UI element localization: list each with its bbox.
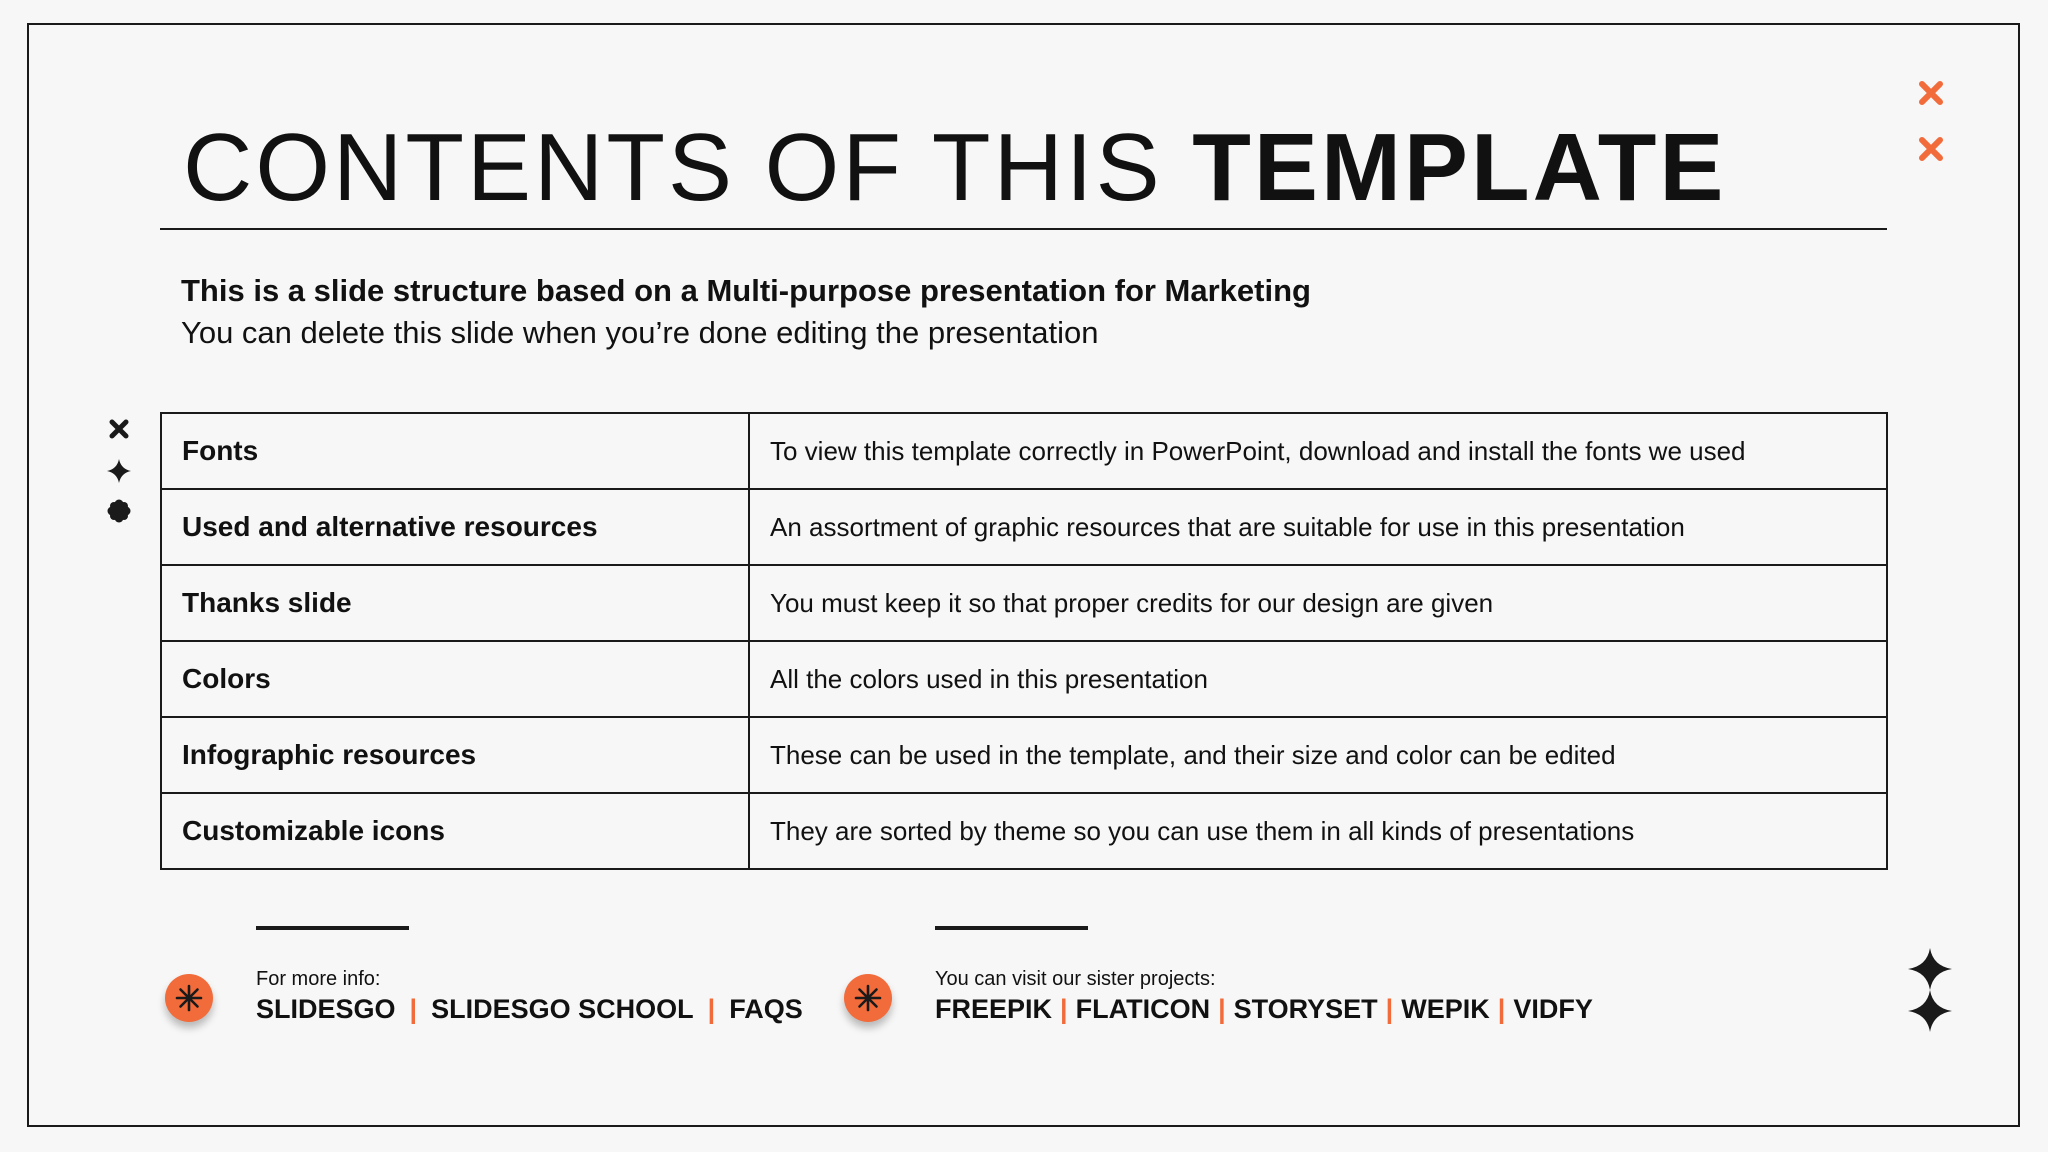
table-row	[161, 413, 1887, 489]
more-info-links	[256, 994, 803, 1025]
link-separator: |	[1497, 994, 1506, 1024]
more-info-label: For more info:	[256, 968, 381, 990]
sister-projects-badge	[844, 974, 892, 1022]
row-name: Infographic resources	[161, 717, 749, 793]
table-row	[161, 641, 1887, 717]
link-faqs[interactable]: FAQS	[729, 994, 803, 1024]
row-name: Thanks slide	[161, 565, 749, 641]
link-separator: |	[707, 994, 716, 1024]
link-vidfy[interactable]: VIDFY	[1513, 994, 1593, 1024]
row-description: All the colors used in this presentation	[749, 641, 1887, 717]
table-row	[161, 717, 1887, 793]
table-row	[161, 489, 1887, 565]
link-separator: |	[409, 994, 418, 1024]
title-light: CONTENTS OF THIS	[183, 114, 1193, 221]
row-description: You must keep it so that proper credits for our design are given	[749, 565, 1887, 641]
footer-divider-right	[935, 926, 1088, 930]
link-slidesgo[interactable]: SLIDESGO	[256, 994, 396, 1024]
intro-note: You can delete this slide when you’re done editing the presentation	[181, 315, 1099, 350]
double-sparkle-icon	[1906, 948, 1954, 1032]
asterisk-icon	[853, 983, 883, 1013]
info-badge	[165, 974, 213, 1022]
row-name: Colors	[161, 641, 749, 717]
table-row	[161, 565, 1887, 641]
link-separator: |	[1218, 994, 1226, 1024]
link-flaticon[interactable]: FLATICON	[1075, 994, 1211, 1024]
intro-heading: This is a slide structure based on a Multi-purpose presentation for Marketing	[181, 273, 1311, 308]
contents-table	[160, 412, 1888, 870]
link-storyset[interactable]: STORYSET	[1233, 994, 1378, 1024]
row-name: Used and alternative resources	[161, 489, 749, 565]
footer-divider-left	[256, 926, 409, 930]
row-description: An assortment of graphic resources that are suitable for use in this presentation	[749, 489, 1887, 565]
asterisk-icon	[174, 983, 204, 1013]
x-mark-icon	[1917, 135, 1945, 163]
link-slidesgo-school[interactable]: SLIDESGO SCHOOL	[431, 994, 694, 1024]
sister-projects-links	[935, 994, 1593, 1025]
link-separator: |	[1060, 994, 1068, 1024]
link-separator: |	[1385, 994, 1394, 1024]
link-freepik[interactable]: FREEPIK	[935, 994, 1053, 1024]
row-description: They are sorted by theme so you can use them in all kinds of presentations	[749, 793, 1887, 869]
x-mark-icon	[1917, 79, 1945, 107]
sister-projects-label: You can visit our sister projects:	[935, 968, 1216, 990]
intro-text	[181, 270, 1311, 354]
title-bold: TEMPLATE	[1192, 114, 1727, 221]
page-title	[183, 108, 1726, 228]
four-point-star-icon	[106, 458, 132, 484]
row-description: To view this template correctly in PowerPoint, download and install the fonts we used	[749, 413, 1887, 489]
row-name: Fonts	[161, 413, 749, 489]
flower-icon	[107, 499, 131, 523]
x-mark-icon	[108, 418, 130, 440]
row-description: These can be used in the template, and their size and color can be edited	[749, 717, 1887, 793]
title-divider	[160, 228, 1887, 230]
row-name: Customizable icons	[161, 793, 749, 869]
table-row	[161, 793, 1887, 869]
link-wepik[interactable]: WEPIK	[1401, 994, 1490, 1024]
